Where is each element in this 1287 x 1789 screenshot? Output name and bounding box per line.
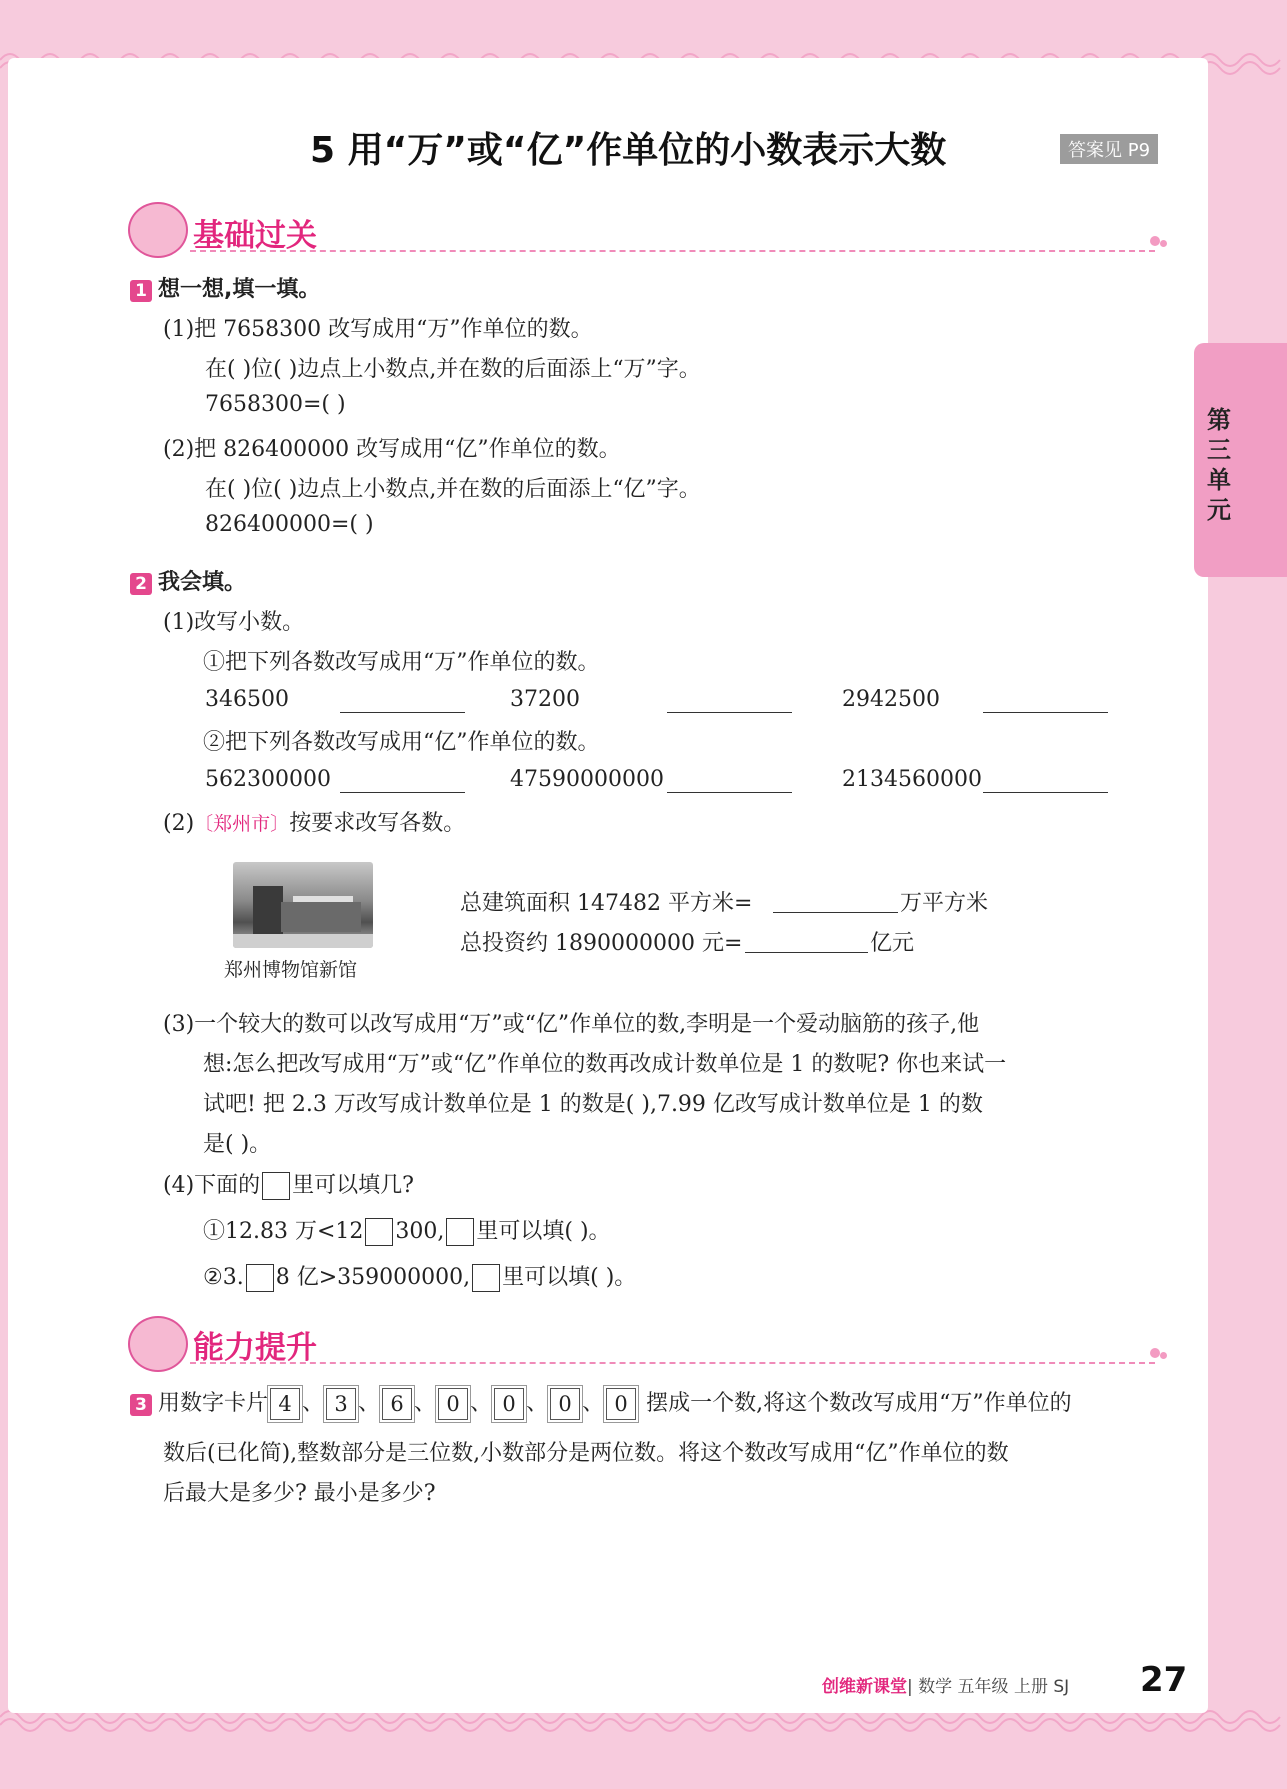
footer-info: | 数学 五年级 上册 SJ bbox=[907, 1677, 1070, 1697]
section-divider bbox=[190, 1362, 1155, 1364]
wan-number: 346500 bbox=[205, 687, 289, 712]
monkey-mascot-icon bbox=[128, 202, 188, 258]
q2-part3-line4: 是( )。 bbox=[203, 1132, 272, 1157]
question-3-line2: 数后(已化简),整数部分是三位数,小数部分是两位数。将这个数改写成用“亿”作单位的数 bbox=[163, 1441, 1009, 1466]
q1-part2-step: 在( )位( )边点上小数点,并在数的后面添上“亿”字。 bbox=[205, 477, 701, 502]
answer-blank[interactable] bbox=[773, 912, 898, 913]
question-number: 2 bbox=[130, 573, 152, 595]
footer-brand: 创维新课堂 bbox=[822, 1677, 907, 1697]
question-1-heading bbox=[130, 272, 320, 303]
q2-part4-intro: (4)下面的 里可以填几? bbox=[163, 1173, 414, 1198]
decor-dot bbox=[1150, 236, 1160, 246]
decor-dot bbox=[1160, 240, 1167, 247]
q1-part1-intro: (1)把 7658300 改写成用“万”作单位的数。 bbox=[163, 317, 593, 342]
photo-caption: 郑州博物馆新馆 bbox=[224, 959, 358, 981]
question-title: 想一想,填一填。 bbox=[158, 277, 321, 302]
blank-box bbox=[262, 1172, 290, 1200]
q2-part3-line1: (3)一个较大的数可以改写成用“万”或“亿”作单位的数,李明是一个爱动脑筋的孩子,他 bbox=[163, 1012, 980, 1037]
museum-photo bbox=[233, 862, 373, 948]
answer-blank[interactable] bbox=[340, 712, 465, 713]
blank-box bbox=[446, 1218, 474, 1246]
q2-part1-b: ②把下列各数改写成用“亿”作单位的数。 bbox=[203, 730, 600, 755]
question-number: 3 bbox=[130, 1394, 152, 1416]
digit-card: 6 bbox=[382, 1388, 412, 1420]
region-tag: 〔郑州市〕 bbox=[194, 813, 290, 835]
monkey-mascot-icon bbox=[128, 1316, 188, 1372]
footer-brand-line bbox=[822, 1672, 1069, 1697]
q2-part2-prefix: (2) bbox=[163, 811, 195, 836]
area-unit: 万平方米 bbox=[900, 891, 989, 916]
q1-part1-step: 在( )位( )边点上小数点,并在数的后面添上“万”字。 bbox=[205, 357, 701, 382]
digit-card: 0 bbox=[494, 1388, 524, 1420]
question-2-heading bbox=[130, 565, 246, 596]
q2-part2-text: 按要求改写各数。 bbox=[289, 811, 466, 836]
answer-blank[interactable] bbox=[340, 792, 465, 793]
digit-box[interactable] bbox=[246, 1264, 274, 1292]
page-number: 27 bbox=[1140, 1660, 1188, 1700]
answer-blank[interactable] bbox=[745, 952, 868, 953]
digit-box[interactable] bbox=[365, 1218, 393, 1246]
q1-part2-equation: 826400000=( ) bbox=[205, 512, 374, 537]
q2-part3-line3: 试吧! 把 2.3 万改写成计数单位是 1 的数是( ),7.99 亿改写成计数单位是 1 的数 bbox=[203, 1092, 983, 1117]
investment-unit: 亿元 bbox=[870, 931, 915, 956]
q2-part1-a: ①把下列各数改写成用“万”作单位的数。 bbox=[203, 650, 600, 675]
yi-number: 47590000000 bbox=[510, 767, 664, 792]
page-title: 5 用“万”或“亿”作单位的小数表示大数 bbox=[310, 130, 947, 171]
q2-part2-line bbox=[163, 806, 465, 837]
area-question: 总建筑面积 147482 平方米= bbox=[460, 891, 753, 916]
digit-card: 0 bbox=[606, 1388, 636, 1420]
answer-reference-badge: 答案见 P9 bbox=[1060, 134, 1158, 164]
digit-card: 4 bbox=[270, 1388, 300, 1420]
q2-part1-intro: (1)改写小数。 bbox=[163, 610, 305, 635]
answer-blank[interactable] bbox=[667, 712, 792, 713]
question-3-line3: 后最大是多少? 最小是多少? bbox=[163, 1481, 436, 1506]
answer-blank[interactable] bbox=[667, 792, 792, 793]
yi-number: 562300000 bbox=[205, 767, 331, 792]
yi-number: 2134560000 bbox=[842, 767, 982, 792]
digit-card: 0 bbox=[438, 1388, 468, 1420]
blank-box bbox=[472, 1264, 500, 1292]
decor-dot bbox=[1150, 1348, 1160, 1358]
digit-card: 3 bbox=[326, 1388, 356, 1420]
q1-part1-equation: 7658300=( ) bbox=[205, 392, 346, 417]
q2-part3-line2: 想:怎么把改写成用“万”或“亿”作单位的数再改成计数单位是 1 的数呢? 你也来试一 bbox=[203, 1052, 1007, 1077]
answer-blank[interactable] bbox=[983, 712, 1108, 713]
q2-part4-item1: ①12.83 万<12 300, 里可以填( )。 bbox=[203, 1219, 611, 1244]
digit-card: 0 bbox=[550, 1388, 580, 1420]
question-3-line1: 3 用数字卡片 4 、 3 、 6 、 0 、 0 、 0 、 0 摆成一个数,将这个数改写成用“万”作单位的 bbox=[130, 1386, 1072, 1420]
q2-part4-item2: ②3. 8 亿>359000000, 里可以填( )。 bbox=[203, 1265, 637, 1290]
investment-question: 总投资约 1890000000 元= bbox=[460, 931, 743, 956]
q1-part2-intro: (2)把 826400000 改写成用“亿”作单位的数。 bbox=[163, 437, 621, 462]
question-title: 我会填。 bbox=[158, 570, 247, 595]
unit-side-tab-label: 第三单元 bbox=[1207, 406, 1231, 524]
decor-dot bbox=[1160, 1352, 1167, 1359]
section-heading-basic: 基础过关 bbox=[193, 218, 317, 254]
section-divider bbox=[190, 250, 1155, 252]
answer-blank[interactable] bbox=[983, 792, 1108, 793]
wan-number: 37200 bbox=[510, 687, 580, 712]
section-heading-advanced: 能力提升 bbox=[193, 1330, 317, 1366]
question-number: 1 bbox=[130, 280, 152, 302]
wan-number: 2942500 bbox=[842, 687, 940, 712]
